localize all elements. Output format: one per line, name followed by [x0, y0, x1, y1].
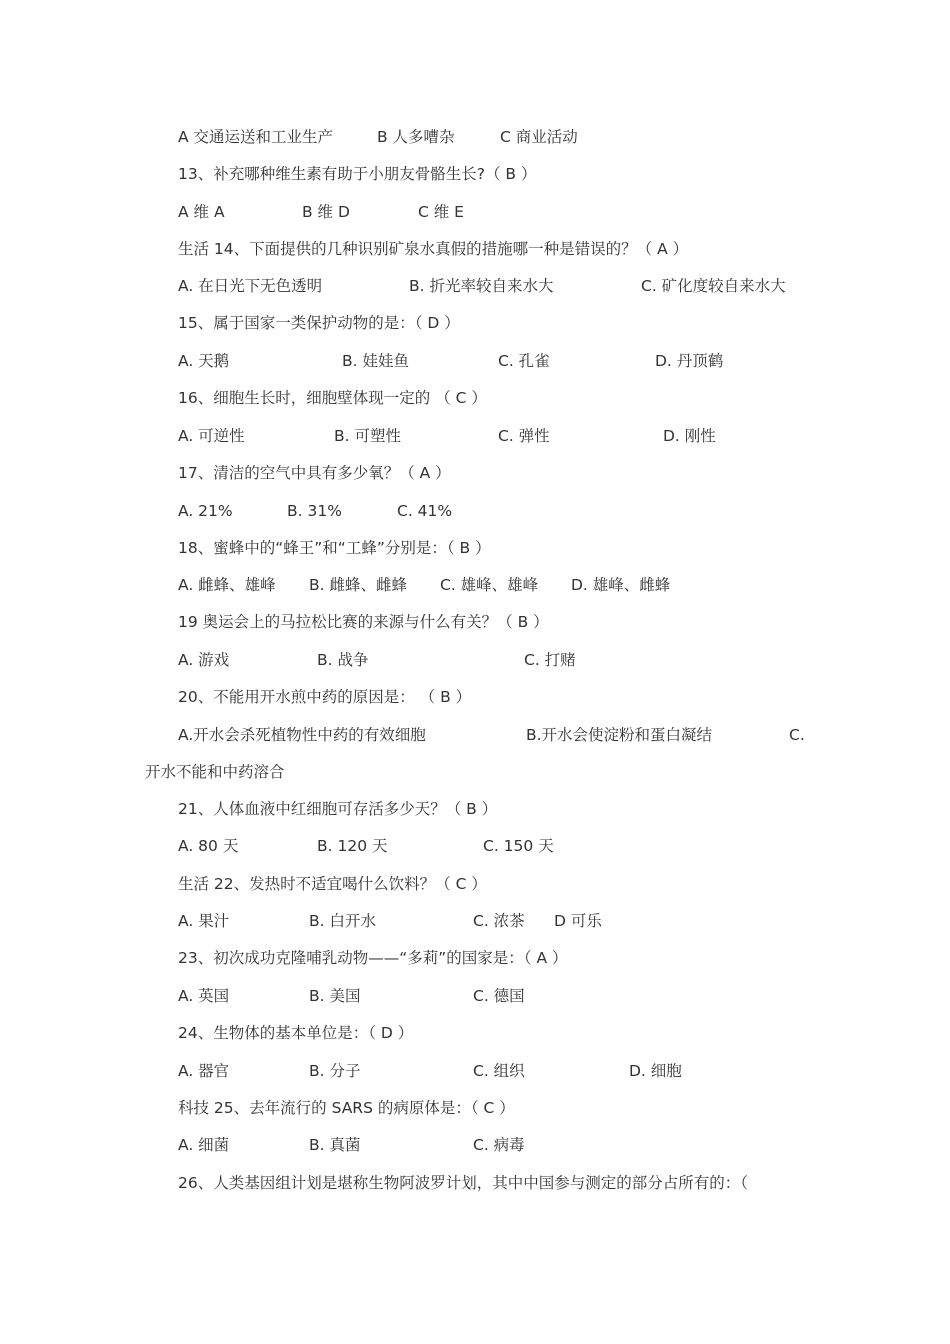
option-c: C. 雄峰、雄峰 — [440, 576, 539, 594]
option-a: A. 果汁 — [178, 912, 230, 930]
question-19: 19 奥运会上的马拉松比赛的来源与什么有关？（ B ） — [178, 613, 549, 631]
option-a: A.开水会杀死植物性中药的有效细胞 — [178, 726, 426, 744]
question-18: 18、蜜蜂中的“蜂王”和“工蜂”分别是：（ B ） — [178, 539, 491, 557]
option-c: C. 孔雀 — [498, 352, 550, 370]
option-b: B. 可塑性 — [334, 427, 401, 445]
option-d: D. 丹顶鹤 — [655, 352, 724, 370]
option-c: C. 150 天 — [483, 837, 554, 855]
option-b: B.开水会使淀粉和蛋白凝结 — [526, 726, 713, 744]
option-a: A 交通运送和工业生产 — [178, 128, 334, 146]
option-b: B. 白开水 — [309, 912, 376, 930]
option-a: A. 天鹅 — [178, 352, 230, 370]
option-a: A. 细菌 — [178, 1136, 230, 1154]
option-b: B. 31% — [287, 502, 342, 520]
question-16: 16、细胞生长时，细胞壁体现一定的 （ C ） — [178, 389, 487, 407]
option-c: C. 41% — [397, 502, 453, 520]
option-a: A. 器官 — [178, 1062, 230, 1080]
question-20: 20、不能用开水煎中药的原因是： （ B ） — [178, 688, 472, 706]
question-21: 21、人体血液中红细胞可存活多少天？（ B ） — [178, 800, 498, 818]
option-d: D 可乐 — [554, 912, 602, 930]
option-c: C. 组织 — [473, 1062, 525, 1080]
option-a: A. 21% — [178, 502, 233, 520]
option-c: C. 浓茶 — [473, 912, 525, 930]
question-25: 科技 25、去年流行的 SARS 的病原体是：（ C ） — [178, 1099, 515, 1117]
option-c-continuation: 开水不能和中药溶合 — [145, 763, 285, 781]
question-24: 24、生物体的基本单位是：（ D ） — [178, 1024, 414, 1042]
option-b: B. 战争 — [317, 651, 369, 669]
option-c: C 商业活动 — [500, 128, 578, 146]
option-b: B 人多嘈杂 — [377, 128, 455, 146]
option-b: B. 折光率较自来水大 — [409, 277, 554, 295]
option-a: A. 80 天 — [178, 837, 239, 855]
option-c: C 维 E — [418, 203, 464, 221]
option-a: A. 英国 — [178, 987, 230, 1005]
question-13: 13、补充哪种维生素有助于小朋友骨骼生长?（ B ） — [178, 165, 537, 183]
option-a: A. 在日光下无色透明 — [178, 277, 323, 295]
question-17: 17、清洁的空气中具有多少氧？（ A ） — [178, 464, 451, 482]
question-14: 生活 14、下面提供的几种识别矿泉水真假的措施哪一种是错误的？（ A ） — [178, 240, 689, 258]
question-22: 生活 22、发热时不适宜喝什么饮料？（ C ） — [178, 875, 487, 893]
option-c: C. 矿化度较自来水大 — [641, 277, 786, 295]
option-b: B. 120 天 — [317, 837, 388, 855]
option-d: D. 雄峰、雌蜂 — [571, 576, 671, 594]
option-a: A. 雌蜂、雄峰 — [178, 576, 276, 594]
option-a: A. 可逆性 — [178, 427, 245, 445]
option-b: B. 美国 — [309, 987, 361, 1005]
option-b: B. 娃娃鱼 — [342, 352, 409, 370]
option-c: C. — [789, 726, 805, 744]
question-26: 26、人类基因组计划是堪称生物阿波罗计划，其中中国参与测定的部分占所有的：（ — [178, 1174, 748, 1192]
option-c: C. 弹性 — [498, 427, 550, 445]
option-d: D. 细胞 — [629, 1062, 682, 1080]
option-b: B. 真菌 — [309, 1136, 361, 1154]
option-b: B. 雌蜂、雌蜂 — [309, 576, 407, 594]
option-b: B 维 D — [302, 203, 350, 221]
option-c: C. 德国 — [473, 987, 525, 1005]
option-a: A. 游戏 — [178, 651, 230, 669]
option-d: D. 刚性 — [663, 427, 716, 445]
option-c: C. 打赌 — [524, 651, 576, 669]
option-c: C. 病毒 — [473, 1136, 525, 1154]
option-a: A 维 A — [178, 203, 225, 221]
question-15: 15、属于国家一类保护动物的是：（ D ） — [178, 314, 460, 332]
option-b: B. 分子 — [309, 1062, 361, 1080]
question-23: 23、初次成功克隆哺乳动物——“多莉”的国家是：（ A ） — [178, 949, 568, 967]
